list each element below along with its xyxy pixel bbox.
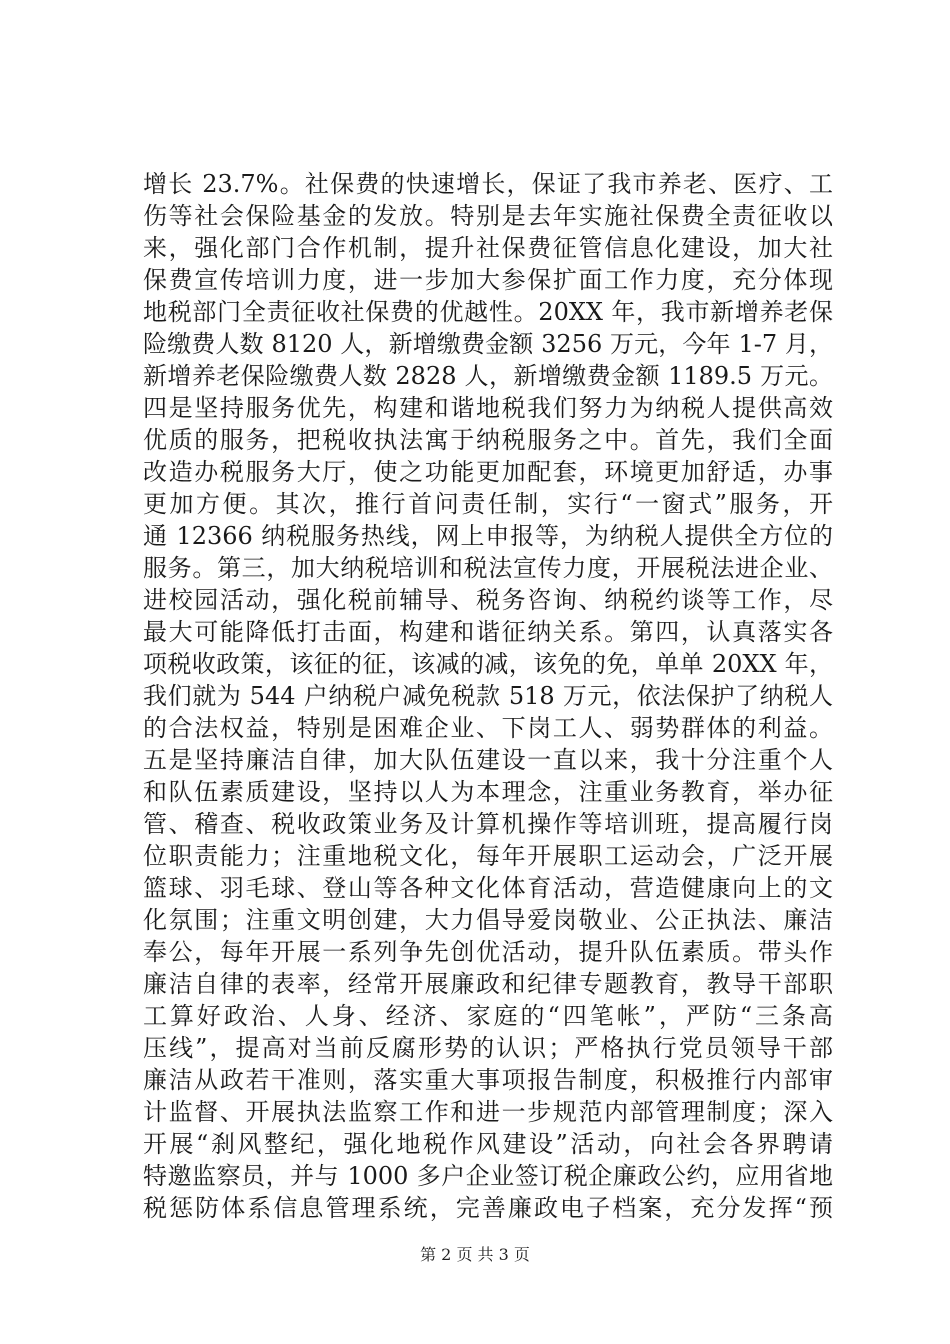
text-line: 四是坚持服务优先，构建和谐地税我们努力为纳税人提供高效 [143,394,833,422]
text-line: 化氛围；注重文明创建，大力倡导爱岗敬业、公正执法、廉洁 [143,906,833,934]
text-line: 五是坚持廉洁自律，加大队伍建设一直以来，我十分注重个人 [143,746,833,774]
text-line: 计监督、开展执法监察工作和进一步规范内部管理制度；深入 [143,1098,833,1126]
text-line: 位职责能力；注重地税文化，每年开展职工运动会，广泛开展 [143,842,833,870]
text-line: 保费宣传培训力度，进一步加大参保扩面工作力度，充分体现 [143,266,833,294]
text-line: 工算好政治、人身、经济、家庭的“四笔帐”，严防“三条高 [143,1002,833,1030]
text-line: 特邀监察员，并与 1000 多户企业签订税企廉政公约，应用省地 [143,1162,833,1190]
text-line: 增长 23.7%。社保费的快速增长，保证了我市养老、医疗、工 [143,170,833,198]
text-line: 新增养老保险缴费人数 2828 人，新增缴费金额 1189.5 万元。 [143,362,833,390]
text-line: 开展“刹风整纪，强化地税作风建设”活动，向社会各界聘请 [143,1130,833,1158]
text-line: 最大可能降低打击面，构建和谐征纳关系。第四，认真落实各 [143,618,833,646]
text-line: 篮球、羽毛球、登山等各种文化体育活动，营造健康向上的文 [143,874,833,902]
text-line: 服务。第三，加大纳税培训和税法宣传力度，开展税法进企业、 [143,554,833,582]
text-line: 和队伍素质建设，坚持以人为本理念，注重业务教育，举办征 [143,778,833,806]
text-line: 险缴费人数 8120 人，新增缴费金额 3256 万元，今年 1-7 月， [143,330,833,358]
text-line: 管、稽查、税收政策业务及计算机操作等培训班，提高履行岗 [143,810,833,838]
text-line: 奉公，每年开展一系列争先创优活动，提升队伍素质。带头作 [143,938,833,966]
text-line: 通 12366 纳税服务热线，网上申报等，为纳税人提供全方位的 [143,522,833,550]
text-line: 优质的服务，把税收执法寓于纳税服务之中。首先，我们全面 [143,426,833,454]
text-line: 改造办税服务大厅，使之功能更加配套，环境更加舒适，办事 [143,458,833,486]
text-line: 进校园活动，强化税前辅导、税务咨询、纳税约谈等工作，尽 [143,586,833,614]
text-line: 项税收政策，该征的征，该减的减，该免的免，单单 20XX 年， [143,650,833,678]
page-number-footer: 第 2 页 共 3 页 [420,1245,530,1264]
text-line: 伤等社会保险基金的发放。特别是去年实施社保费全责征收以 [143,202,833,230]
text-line: 来，强化部门合作机制，提升社保费征管信息化建设，加大社 [143,234,833,262]
body-text [143,168,833,1224]
text-line: 地税部门全责征收社保费的优越性。20XX 年，我市新增养老保 [143,298,833,326]
text-line: 税惩防体系信息管理系统，完善廉政电子档案，充分发挥“预 [143,1194,833,1222]
text-line: 压线”，提高对当前反腐形势的认识；严格执行党员领导干部 [143,1034,833,1062]
text-line: 廉洁自律的表率，经常开展廉政和纪律专题教育，教导干部职 [143,970,833,998]
text-line: 的合法权益，特别是困难企业、下岗工人、弱势群体的利益。 [143,714,833,742]
text-line: 更加方便。其次，推行首问责任制，实行“一窗式”服务，开 [143,490,833,518]
text-line: 廉洁从政若干准则，落实重大事项报告制度，积极推行内部审 [143,1066,833,1094]
text-line: 我们就为 544 户纳税户减免税款 518 万元，依法保护了纳税人 [143,682,833,710]
